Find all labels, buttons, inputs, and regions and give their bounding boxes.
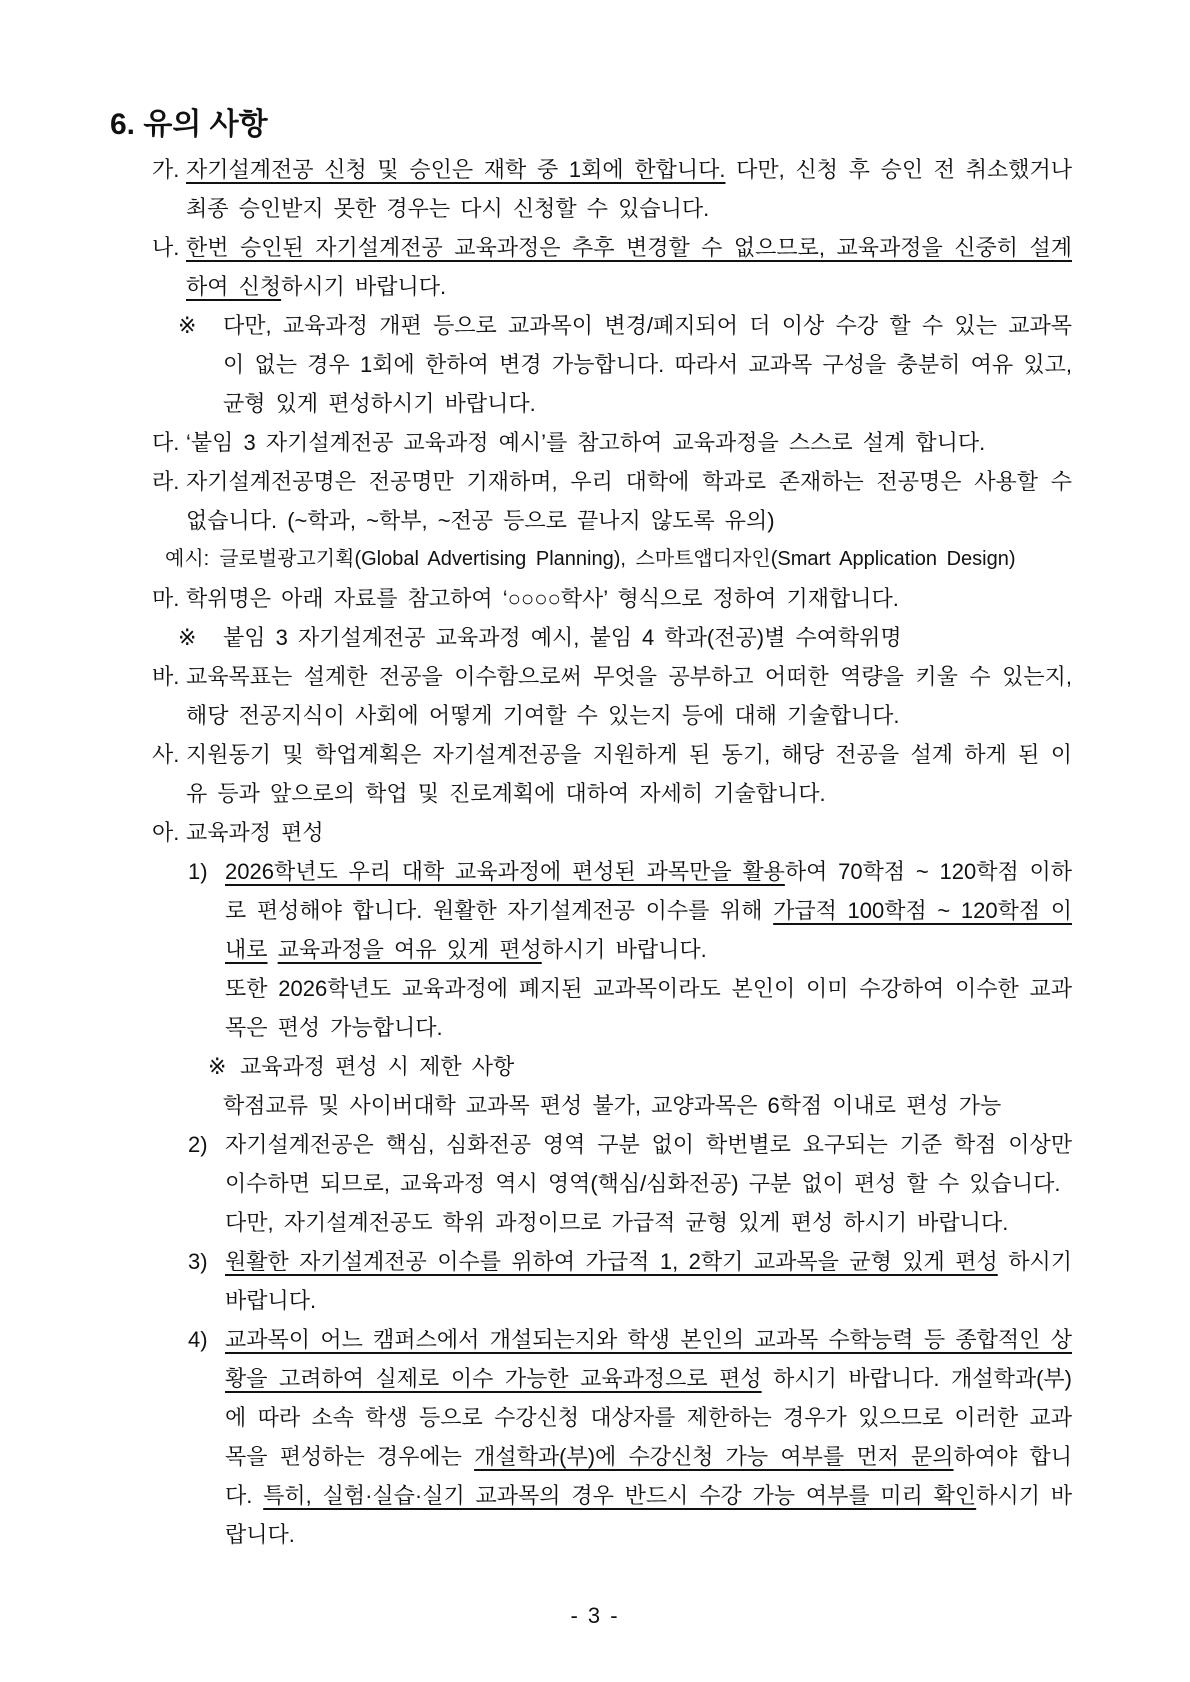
item-ma	[0, 579, 1190, 618]
subitem-4	[0, 1320, 1190, 1554]
item-ba-body	[186, 657, 1072, 735]
item-ma-note	[0, 618, 1190, 657]
item-sa-body	[186, 735, 1072, 813]
subitem-3-text: 원활한 자기설계전공 이수를 위하여 가급적 1, 2학기 교과목을 균형 있게 편성 하시기 바랍니다.	[225, 1249, 1072, 1313]
reference-mark-icon: ※	[178, 625, 197, 650]
subitem-2-label: 2)	[188, 1132, 208, 1157]
item-ra-example	[0, 540, 1190, 579]
item-ga	[0, 150, 1190, 228]
item-ma-label: 마.	[152, 586, 180, 611]
item-ba-text: 교육목표는 설계한 전공을 이수함으로써 무엇을 공부하고 어떠한 역량을 키울 수 있는지, 해당 전공지식이 사회에 어떻게 기여할 수 있는지 등에 대해 기술합니다.	[186, 664, 1072, 728]
subitem-1-label: 1)	[188, 859, 208, 884]
item-ga-text: 자기설계전공 신청 및 승인은 재학 중 1회에 한합니다. 다만, 신청 후 승인 전 취소했거나 최종 승인받지 못한 경우는 다시 신청할 수 있습니다.	[186, 157, 1072, 221]
subitem-1-note	[0, 1047, 1190, 1086]
subitem-1-note-body	[240, 1047, 1072, 1086]
item-da-text: ‘붙임 3 자기설계전공 교육과정 예시’를 참고하여 교육과정을 스스로 설계 합니다.	[186, 430, 986, 455]
item-na-note-text: 다만, 교육과정 개편 등으로 교과목이 변경/폐지되어 더 이상 수강 할 수 있는 교과목이 없는 경우 1회에 한하여 변경 가능합니다. 따라서 교과목 구성을 충분히 여유 있고, 균형 있게 편성하시기 바랍니다.	[223, 313, 1072, 416]
item-ba	[0, 657, 1190, 735]
item-ba-label: 바.	[152, 664, 180, 689]
item-sa-text: 지원동기 및 학업계획은 자기설계전공을 지원하게 된 동기, 해당 전공을 설계 하게 된 이유 등과 앞으로의 학업 및 진로계획에 대하여 자세히 기술합니다.	[186, 742, 1072, 806]
item-ra-label: 라.	[152, 469, 180, 494]
item-na	[0, 228, 1190, 306]
item-ma-note-body	[223, 618, 1072, 657]
subitem-3-label: 3)	[188, 1249, 208, 1274]
subitem-4-label: 4)	[188, 1327, 208, 1352]
subitem-1-body	[225, 852, 1072, 1047]
item-ga-body	[186, 150, 1072, 228]
item-na-note	[0, 306, 1190, 423]
item-na-body	[186, 228, 1072, 306]
item-ma-body	[186, 579, 1072, 618]
item-da	[0, 423, 1190, 462]
item-ma-text: 학위명은 아래 자료를 참고하여 ‘○○○○학사’ 형식으로 정하여 기재합니다.	[186, 586, 899, 611]
reference-mark-icon: ※	[208, 1054, 227, 1079]
item-sa	[0, 735, 1190, 813]
section-heading: 6. 유의 사항	[110, 108, 268, 141]
item-na-label: 나.	[152, 235, 180, 260]
subitem-1-text2: 또한 2026학년도 교육과정에 폐지된 교과목이라도 본인이 이미 수강하여 이수한 교과목은 편성 가능합니다.	[225, 976, 1072, 1040]
example-label: 예시:	[165, 548, 210, 570]
item-sa-label: 사.	[152, 742, 180, 767]
subitem-2-text: 자기설계전공은 핵심, 심화전공 영역 구분 없이 학번별로 요구되는 기준 학점 이상만 이수하면 되므로, 교육과정 역시 영역(핵심/심화전공) 구분 없이 편성 할 수 있습니다.	[225, 1132, 1072, 1196]
subitem-2-text2: 다만, 자기설계전공도 학위 과정이므로 가급적 균형 있게 편성 하시기 바랍니다.	[225, 1210, 1009, 1235]
subitem-1	[0, 852, 1190, 1047]
example-text: 글로벌광고기획(Global Advertising Planning), 스마트앱디자인(Smart Application Design)	[219, 548, 1016, 570]
item-ra-body	[186, 462, 1072, 540]
item-da-label: 다.	[152, 430, 180, 455]
reference-mark-icon: ※	[178, 313, 197, 338]
item-ga-label: 가.	[152, 157, 180, 182]
subitem-4-text: 교과목이 어느 캠퍼스에서 개설되는지와 학생 본인의 교과목 수학능력 등 종합적인 상황을 고려하여 실제로 이수 가능한 교육과정으로 편성 하시기 바랍니다. 개설학과(부)에 따라 소속 학생 등으로 수강신청 대상자를 제한하는 경우가 있으므로 이러한 교과목을 편성하는 경우에는 개설학과(부)에 수강신청 가능 여부를 먼저 문의하여야 합니다. 특히, 실험·실습·실기 교과목의 경우 반드시 수강 가능 여부를 미리 확인하시기 바랍니다.	[225, 1327, 1072, 1547]
subitem-2-body	[225, 1125, 1072, 1242]
item-na-note-body	[223, 306, 1072, 423]
item-ah-body	[186, 813, 1072, 852]
subitem-1-note-detail-text: 학점교류 및 사이버대학 교과목 편성 불가, 교양과목은 6학점 이내로 편성 가능	[223, 1093, 1002, 1118]
subitem-1-note-detail	[0, 1086, 1190, 1125]
item-ah-title: 교육과정 편성	[186, 820, 324, 845]
item-ma-note-text: 붙임 3 자기설계전공 교육과정 예시, 붙임 4 학과(전공)별 수여학위명	[223, 625, 902, 650]
item-ah	[0, 813, 1190, 852]
page-number: - 3 -	[570, 1603, 620, 1628]
subitem-3-body	[225, 1242, 1072, 1320]
item-ah-label: 아.	[152, 820, 180, 845]
item-ra	[0, 462, 1190, 540]
item-ra-example-line	[165, 540, 1015, 579]
subitem-3	[0, 1242, 1190, 1320]
item-ra-text: 자기설계전공명은 전공명만 기재하며, 우리 대학에 학과로 존재하는 전공명은 사용할 수 없습니다. (~학과, ~학부, ~전공 등으로 끝나지 않도록 유의)	[186, 469, 1072, 533]
subitem-2	[0, 1125, 1190, 1242]
item-na-text: 한번 승인된 자기설계전공 교육과정은 추후 변경할 수 없으므로, 교육과정을 신중히 설계하여 신청하시기 바랍니다.	[186, 235, 1072, 299]
subitem-1-note-title: 교육과정 편성 시 제한 사항	[240, 1054, 515, 1079]
item-da-body	[186, 423, 1072, 462]
subitem-1-text: 2026학년도 우리 대학 교육과정에 편성된 과목만을 활용하여 70학점 ~ 120학점 이하로 편성해야 합니다. 원활한 자기설계전공 이수를 위해 가급적 100학점 ~ 120학점 이내로 교육과정을 여유 있게 편성하시기 바랍니다.	[225, 859, 1072, 962]
subitem-4-body	[225, 1320, 1072, 1554]
